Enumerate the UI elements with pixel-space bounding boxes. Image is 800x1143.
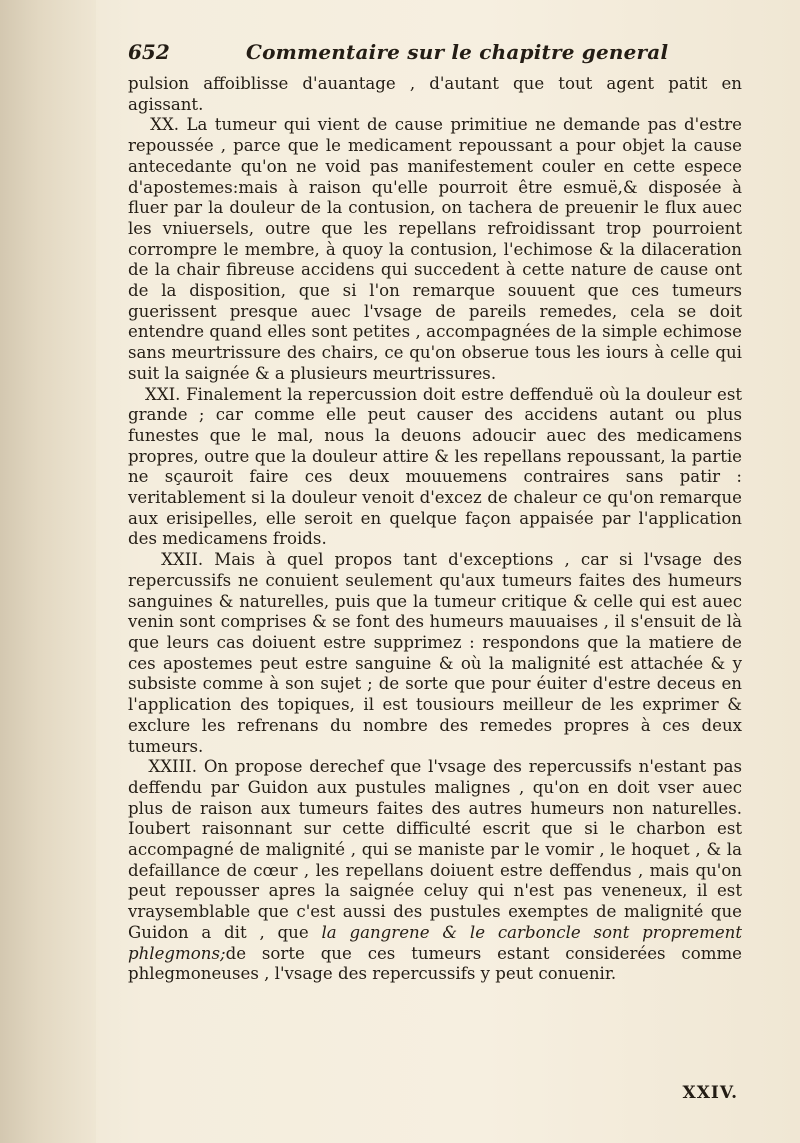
paragraph-number: XXI. [145,384,181,404]
paragraph-continuation [128,74,742,115]
paragraph-text: On propose derechef que l'vsage des repercussifs n'estant pas deffendu par Guidon aux pustules malignes , qu'on en doit vser auec plus de raison aux tumeurs faites des autres humeurs non naturelles. Ioubert raisonnant sur cette difficulté escrit que si le charbon est accompagné de malignité , qui se maniste par le vomir , le hoquet , & la defaillance de cœur , les repellans doiuent estre deffendus , mais qu'on peut repousser apres la saignée celuy qui n'est pas veneneux, il est vraysemblable que c'est aussi des pustules exemptes de malignité que Guidon a dit , que [128,757,742,942]
paragraph-text: Finalement la repercussion doit estre deffenduë où la douleur est grande ; car comme elle peut causer des accidens autant ou plus funestes que le mal, nous la deuons adoucir auec des medicamens propres, outre que la douleur attire & les repellans repoussant, la partie ne sçauroit faire ces deux mouuemens contraires sans patir : veritablement si la douleur venoit d'excez de chaleur ce qu'on remarque aux erisipelles, elle seroit en quelque façon appaisée par l'application des medicamens froids. [128,384,743,549]
page-number: 652 [128,40,170,64]
paragraph-number: XXIII. [148,757,197,777]
paragraph-xx [128,115,742,384]
paragraph-text: La tumeur qui vient de cause primitiue ne demande pas d'estre repoussée , parce que le medicament repoussant a pour objet la cause antecedante qu'on ne void pas manifestement couler en cette espece d'apostemes:mais à raison qu'elle pourroit être esmuë,& disposée à fluer par la douleur de la contusion, on tachera de preuenir le flux auec les vniuersels, outre que les repellans refroidissant trop pourroient corrompre le membre, à quoy la contusion, l'echimose & la dilaceration de la chair fibreuse accidens qui succedent à cette nature de cause ont de la disposition, que si l'on remarque souuent que ces tumeurs guerissent presque auec l'vsage de pareils remedes, cela se doit entendre quand elles sont petites , accompagnées de la simple echimose sans meurtrissure des chairs, ce qu'on obserue tous les iours à celle qui suit la saignée & a plusieurs meurtrissures. [128,115,742,383]
paragraph-xxiii [128,757,742,985]
paragraph-text: de sorte que ces tumeurs estant considerées comme phlegmoneuses , l'vsage des repercussifs y peut conuenir. [128,943,742,984]
paragraph-number: XX. [150,115,180,135]
catchword: XXIV. [682,1083,738,1103]
paragraph-text: Mais à quel propos tant d'exceptions , car si l'vsage des repercussifs ne conuient seulement qu'aux tumeurs faites des humeurs sanguines & naturelles, puis que la tumeur critique & celle qui est auec venin sont comprises & se font des humeurs mauuaises , il s'ensuit de là que leurs cas doiuent estre supprimez : respondons que la matiere de ces apostemes peut estre sanguine & où la malignité est attachée & y subsiste comme à son sujet ; de sorte que pour éuiter d'estre deceus en l'application des topiques, il est tousiours meilleur de les exprimer & exclure les refrenans du nombre des remedes propres à ces deux tumeurs. [128,550,742,756]
page-body [128,74,742,985]
italic-quotation: la gangrene & le carboncle sont proprement phlegmons; [128,922,742,963]
page-header [128,40,742,74]
paragraph-text: pulsion affoiblisse d'auantage , d'autant que tout agent patit en agissant. [128,74,742,114]
paragraph-xxi [128,385,742,551]
running-title: Commentaire sur le chapitre general [246,40,669,64]
paragraph-xxii [128,550,742,757]
paragraph-number: XXII. [161,550,204,570]
page-gutter-shadow [0,0,96,1143]
